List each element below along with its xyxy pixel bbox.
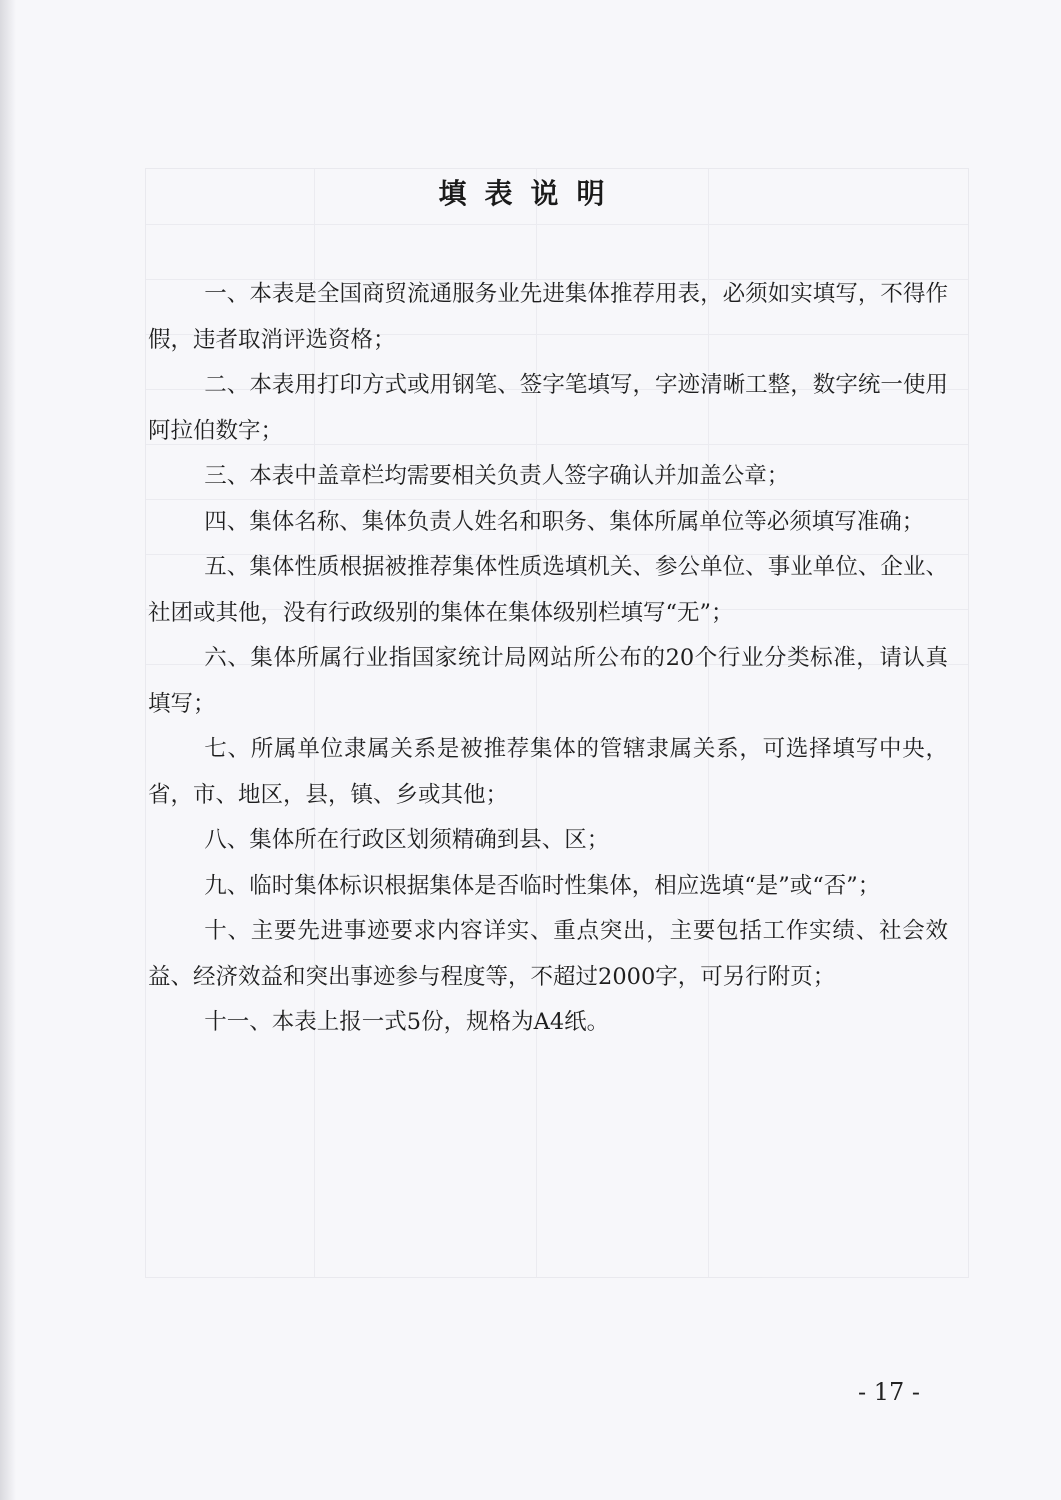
instruction-item-8: 八、集体所在行政区划须精确到县、区； [204,827,610,853]
instruction-item-10: 十、主要先进事迹要求内容详实、重点突出，主要包括工作实绩、社会效益、经济效益和突出事迹参与程度等，不超过2000字，可另行附页； [148,918,948,990]
instruction-item-9: 九、临时集体标识根据集体是否临时性集体，相应选填“是”或“否”； [204,872,881,899]
instruction-item-5: 五、集体性质根据被推荐集体性质选填机关、参公单位、事业单位、企业、社团或其他，没有行政级别的集体在集体级别栏填写“无”； [148,554,948,626]
instruction-item-4: 四、集体名称、集体负责人姓名和职务、集体所属单位等必须填写准确； [204,508,925,535]
page-title: 填表说明 [438,177,623,210]
page-number: - 17 - [858,1378,921,1406]
instruction-item-1: 一、本表是全国商贸流通服务业先进集体推荐用表，必须如实填写，不得作假，违者取消评选资格； [148,281,948,353]
instruction-item-11: 十一、本表上报一式5份，规格为A4纸。 [204,1009,610,1035]
scan-edge-shadow [0,0,16,1500]
instruction-item-3: 三、本表中盖章栏均需要相关负责人签字确认并加盖公章； [204,463,790,489]
instruction-item-2: 二、本表用打印方式或用钢笔、签字笔填写，字迹清晰工整，数字统一使用阿拉伯数字； [148,372,948,444]
instructions-body [148,272,948,1046]
instruction-item-6: 六、集体所属行业指国家统计局网站所公布的20个行业分类标准，请认真填写； [148,645,948,717]
instruction-item-7: 七、所属单位隶属关系是被推荐集体的管辖隶属关系，可选择填写中央，省，市、地区，县，镇、乡或其他； [148,736,948,808]
